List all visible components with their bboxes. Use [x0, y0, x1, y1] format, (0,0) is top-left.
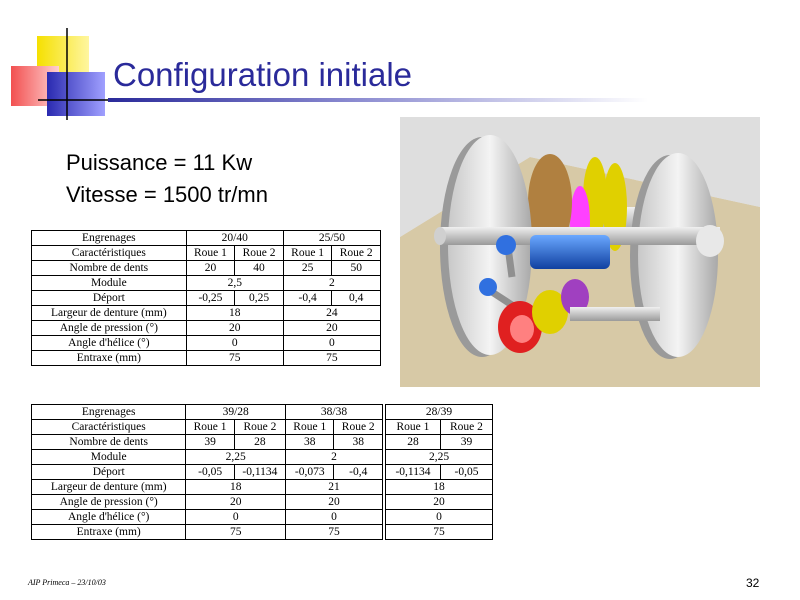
table-cell: Roue 1: [386, 420, 441, 435]
table-cell: 75: [283, 351, 380, 366]
table-row: [32, 246, 381, 261]
table-cell: 24: [283, 306, 380, 321]
table-cell: Déport: [32, 465, 186, 480]
table-cell: Entraxe (mm): [32, 351, 187, 366]
table-cell: Caractéristiques: [32, 420, 186, 435]
table-cell: 2: [283, 276, 380, 291]
table-gears-20-40-25-50: [31, 230, 381, 366]
table-cell: 25/50: [283, 231, 380, 246]
table-cell: 2,25: [186, 450, 286, 465]
table-row: [32, 336, 381, 351]
table-cell: 18: [386, 480, 493, 495]
table-cell: 39: [186, 435, 234, 450]
table-row: [386, 450, 493, 465]
table-cell: -0,25: [186, 291, 235, 306]
table-row: [32, 291, 381, 306]
table-row: [32, 306, 381, 321]
table-row: [386, 420, 493, 435]
table-row: [386, 510, 493, 525]
logo-squares: [0, 0, 110, 120]
table-cell: 0: [286, 510, 383, 525]
table-cell: Largeur de denture (mm): [32, 480, 186, 495]
table-row: [386, 405, 493, 420]
table-cell: Nombre de dents: [32, 261, 187, 276]
table-cell: Roue 2: [440, 420, 492, 435]
table-cell: 20: [186, 321, 283, 336]
title-underline: [108, 98, 648, 102]
table-cell: Déport: [32, 291, 187, 306]
table-cell: Caractéristiques: [32, 246, 187, 261]
table-cell: 2,25: [386, 450, 493, 465]
table-cell: Module: [32, 276, 187, 291]
speed-line: Vitesse = 1500 tr/mn: [66, 182, 268, 207]
table-cell: Entraxe (mm): [32, 525, 186, 540]
table-cell: Angle de pression (°): [32, 495, 186, 510]
table-cell: Nombre de dents: [32, 435, 186, 450]
table-row: [32, 480, 383, 495]
table-row: [32, 420, 383, 435]
table-cell: 28: [386, 435, 441, 450]
table-row: [32, 465, 383, 480]
table-row: [32, 525, 383, 540]
table-cell: 75: [186, 351, 283, 366]
table-cell: 38: [334, 435, 383, 450]
page-number: 32: [746, 576, 760, 590]
table-cell: -0,1134: [234, 465, 285, 480]
table-cell: Roue 1: [283, 246, 332, 261]
table-cell: -0,05: [440, 465, 492, 480]
table-cell: 20/40: [186, 231, 283, 246]
table-row: [386, 480, 493, 495]
table-row: [32, 435, 383, 450]
table-row: [32, 276, 381, 291]
table-cell: 25: [283, 261, 332, 276]
table-cell: Engrenages: [32, 231, 187, 246]
table-cell: 18: [186, 480, 286, 495]
table-row: [386, 525, 493, 540]
table-cell: 0,4: [332, 291, 381, 306]
gearbox-3d-render: [400, 117, 760, 387]
table-cell: 20: [186, 261, 235, 276]
table-cell: 20: [386, 495, 493, 510]
table-cell: 0: [386, 510, 493, 525]
table-cell: Roue 2: [234, 420, 285, 435]
table-cell: 18: [186, 306, 283, 321]
table-cell: 50: [332, 261, 381, 276]
table-gears-39-28-38-38: [31, 404, 383, 540]
table-cell: 39: [440, 435, 492, 450]
table-row: [32, 405, 383, 420]
table-cell: 40: [235, 261, 284, 276]
table-row: [386, 435, 493, 450]
table-row: [32, 231, 381, 246]
table-cell: -0,4: [334, 465, 383, 480]
table-cell: Roue 2: [334, 420, 383, 435]
table-cell: -0,1134: [386, 465, 441, 480]
table-row: [32, 351, 381, 366]
table-cell: 75: [186, 525, 286, 540]
table-cell: 28: [234, 435, 285, 450]
table-cell: 0: [186, 336, 283, 351]
footer-source: AIP Primeca – 23/10/03: [28, 578, 106, 587]
table-row: [32, 321, 381, 336]
table-cell: Roue 1: [186, 246, 235, 261]
table-cell: Module: [32, 450, 186, 465]
table-cell: Roue 2: [332, 246, 381, 261]
table-cell: Angle d'hélice (°): [32, 336, 187, 351]
table-row: [386, 495, 493, 510]
table-row: [32, 450, 383, 465]
table-cell: 0,25: [235, 291, 284, 306]
table-cell: Angle d'hélice (°): [32, 510, 186, 525]
table-row: [32, 510, 383, 525]
table-cell: 38/38: [286, 405, 383, 420]
table-cell: 20: [286, 495, 383, 510]
table-cell: -0,05: [186, 465, 234, 480]
table-cell: 20: [283, 321, 380, 336]
table-cell: 75: [286, 525, 383, 540]
table-cell: -0,073: [286, 465, 334, 480]
table-cell: 38: [286, 435, 334, 450]
table-row: [32, 495, 383, 510]
table-cell: 75: [386, 525, 493, 540]
table-cell: 39/28: [186, 405, 286, 420]
table-cell: Angle de pression (°): [32, 321, 187, 336]
table-cell: 28/39: [386, 405, 493, 420]
power-line: Puissance = 11 Kw: [66, 150, 253, 175]
table-cell: Engrenages: [32, 405, 186, 420]
table-cell: -0,4: [283, 291, 332, 306]
table-cell: 2,5: [186, 276, 283, 291]
table-cell: 20: [186, 495, 286, 510]
table-cell: 21: [286, 480, 383, 495]
table-cell: Roue 2: [235, 246, 284, 261]
table-cell: Largeur de denture (mm): [32, 306, 187, 321]
table-cell: 2: [286, 450, 383, 465]
table-cell: Roue 1: [186, 420, 234, 435]
table-cell: 0: [186, 510, 286, 525]
table-row: [32, 261, 381, 276]
table-cell: Roue 1: [286, 420, 334, 435]
slide-title: Configuration initiale: [113, 56, 413, 93]
table-row: [386, 465, 493, 480]
table-gears-28-39: [385, 404, 493, 540]
table-cell: 0: [283, 336, 380, 351]
